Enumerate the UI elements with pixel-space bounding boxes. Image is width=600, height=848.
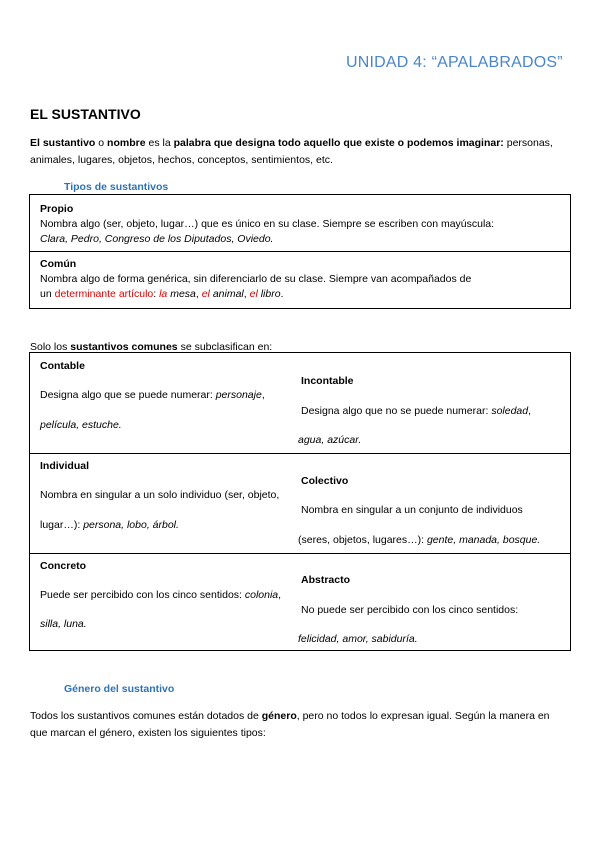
table-divider [30,553,570,554]
intro-bold-definition: palabra que designa todo aquello que existe o podemos imaginar: [173,137,504,149]
article-el: el [201,288,210,300]
subclass-text: se subclasifican en: [177,341,273,353]
comma: , [243,288,250,300]
incontable-example: soledad [491,405,529,417]
section-title: EL SUSTANTIVO [30,106,141,122]
intro-text: es la [145,137,174,149]
contable-examples: película, estuche. [40,419,122,431]
table-divider [30,251,570,252]
comma: , [261,389,265,401]
abstracto-definition: No puede ser percibido con los cinco sentidos: [301,604,519,616]
comun-text: un [40,288,55,300]
subclass-bold: sustantivos comunes [70,341,178,353]
concreto-text: Puede ser percibido con los cinco sentidos: [40,589,245,601]
gender-line-2: que marcan el género, existen los siguientes tipos: [30,727,266,739]
incontable-examples: agua, azúcar. [298,434,362,446]
determinante-articulo: determinante artículo [54,288,154,300]
gender-text: Todos los sustantivos comunes están dotados de [30,710,262,722]
incontable-title: Incontable [301,375,354,387]
abstracto-examples: felicidad, amor, sabiduría. [298,633,418,645]
article-la: la [159,288,168,300]
subclass-table [29,352,571,651]
article-el: el [249,288,258,300]
example-noun: animal [209,288,244,300]
types-heading: Tipos de sustantivos [64,181,169,193]
intro-text: o [95,137,108,149]
concreto-definition [40,587,281,604]
comun-title: Común [40,258,77,270]
contable-definition [40,387,265,404]
colectivo-examples [298,532,540,549]
comma: , [195,288,202,300]
incontable-text: Designa algo que no se puede numerar: [301,405,492,417]
concreto-example: colonia [244,589,279,601]
table-divider [30,453,570,454]
comma: , [278,589,282,601]
intro-bold-nombre: nombre [107,137,146,149]
gender-line-1 [30,708,575,725]
gender-paragraph [30,708,575,742]
colectivo-title: Colectivo [301,475,349,487]
intro-paragraph [30,135,575,169]
intro-text: personas, [503,137,553,149]
colectivo-definition: Nombra en singular a un conjunto de individuos [301,504,523,516]
gender-text: , pero no todos lo expresan igual. Según la manera en [296,710,550,722]
individual-definition: Nombra en singular a un solo individuo (ser, objeto, [40,489,280,501]
contable-text: Designa algo que se puede numerar: [40,389,216,401]
comun-text: : [153,288,160,300]
comun-examples [40,286,283,303]
gender-heading: Género del sustantivo [64,683,175,695]
abstracto-title: Abstracto [301,574,351,586]
period: . [280,288,284,300]
colectivo-example: gente, manada, bosque. [426,534,541,546]
intro-line-2: animales, lugares, objetos, hechos, conceptos, sentimientos, etc. [30,154,333,166]
subclass-text: Solo los [30,341,71,353]
concreto-examples: silla, luna. [40,618,87,630]
example-noun: mesa [167,288,196,300]
gender-bold: género [261,710,297,722]
contable-title: Contable [40,360,85,372]
incontable-definition [301,403,531,420]
comun-definition: Nombra algo de forma genérica, sin diferenciarlo de su clase. Siempre van acompañados de [40,273,472,285]
individual-text: lugar…): [40,519,84,531]
comma: , [528,405,532,417]
example-noun: libro [257,288,281,300]
types-table [29,194,571,309]
individual-title: Individual [40,460,90,472]
propio-definition: Nombra algo (ser, objeto, lugar…) que es único en su clase. Siempre se escriben con mayúscula: [40,218,495,230]
concreto-title: Concreto [40,560,87,572]
propio-examples: Clara, Pedro, Congreso de los Diputados, Oviedo. [40,233,274,245]
individual-examples [40,517,179,534]
contable-example: personaje [215,389,262,401]
intro-line-1 [30,135,575,152]
intro-bold-sustantivo: El sustantivo [30,137,96,149]
individual-example: persona, lobo, árbol. [83,519,179,531]
colectivo-text: (seres, objetos, lugares…): [298,534,427,546]
unit-title: UNIDAD 4: “APALABRADOS” [346,54,563,71]
propio-title: Propio [40,203,74,215]
